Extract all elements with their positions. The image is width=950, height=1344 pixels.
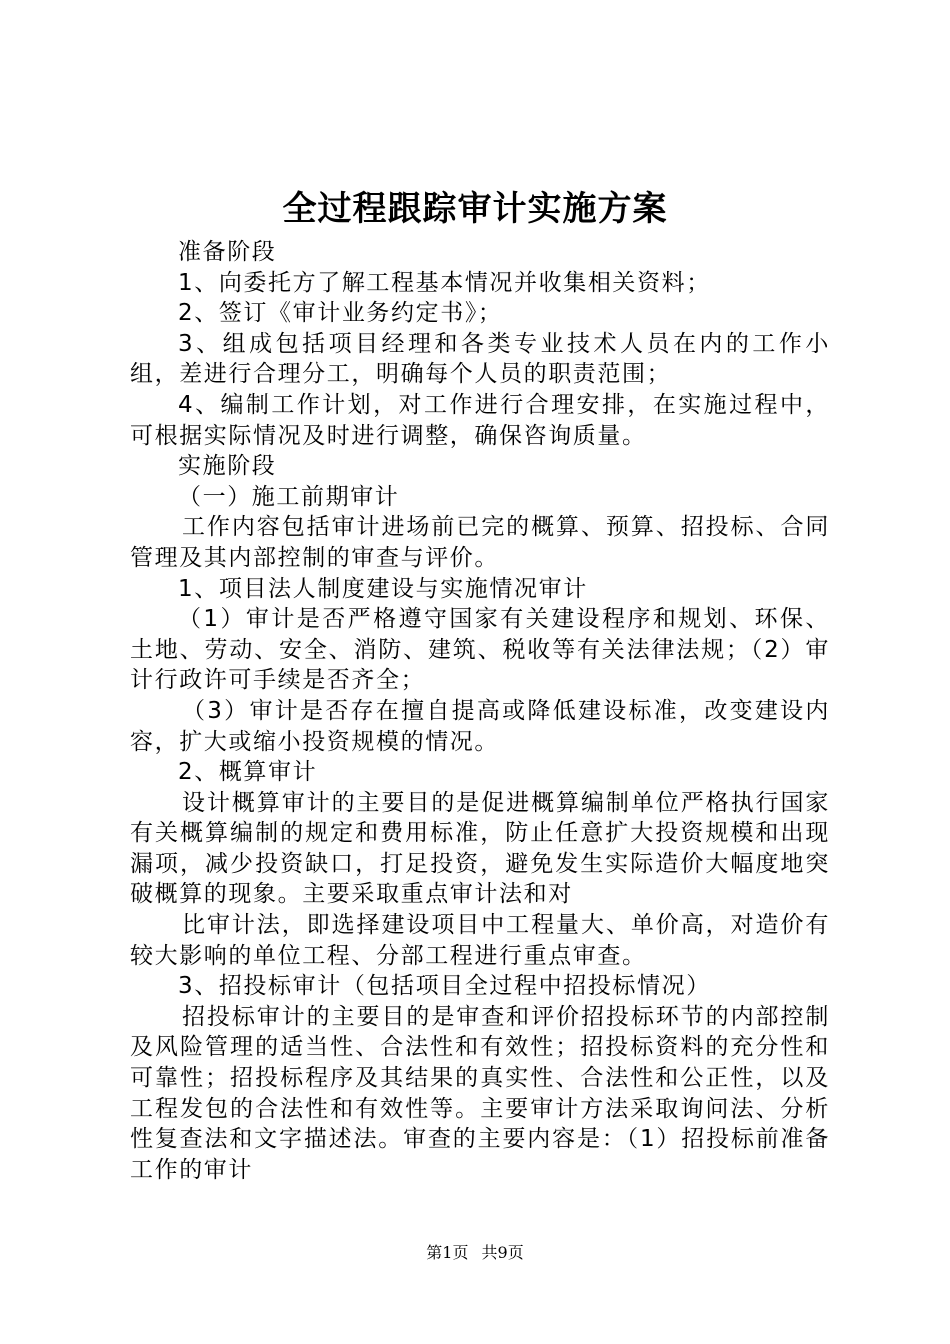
- paragraph-prep-stage: 准备阶段: [178, 239, 277, 265]
- paragraph-tender-audit: 3、招投标审计（包括项目全过程中招投标情况）: [178, 973, 711, 1000]
- paragraph-tender-audit-purpose: 招投标审计的主要目的是审查和评价招投标环节的内部控制及风险管理的适当性、合法性和有效性；招投标资料的充分性和可靠性；招投标程序及其结果的真实性、合法性和公正性，以及工程发包的合法性和有效性等。主要审计方法采取询问法、分析性复查法和文字描述法。审查的主要内容是：（1）招投标前准备工作的审计: [130, 1003, 830, 1183]
- document-body: [130, 237, 830, 1185]
- paragraph-comparison-audit: 比审计法，即选择建设项目中工程量大、单价高，对造价有较大影响的单位工程、分部工程进行重点审查。: [130, 912, 830, 969]
- paragraph-budget-audit: 2、概算审计: [178, 759, 318, 786]
- paragraph-item-2: 2、签订《审计业务约定书》；: [178, 300, 503, 327]
- paragraph-pre-construction-audit: （一）施工前期审计: [178, 483, 400, 510]
- page-number-total: 共9页: [481, 1243, 524, 1262]
- page-number-current: 第1页: [426, 1243, 469, 1262]
- document-title: 全过程跟踪审计实施方案: [282, 189, 668, 229]
- paragraph-legal-person-audit: 1、项目法人制度建设与实施情况审计: [178, 575, 588, 602]
- paragraph-impl-stage: 实施阶段: [178, 453, 277, 480]
- paragraph-item-4: 4、编制工作计划，对工作进行合理安排，在实施过程中，可根据实际情况及时进行调整，确保咨询质量。: [130, 391, 830, 449]
- paragraph-item-3: 3、组成包括项目经理和各类专业技术人员在内的工作小组，差进行合理分工，明确每个人员的职责范围；: [130, 330, 830, 388]
- paragraph-item-1: 1、向委托方了解工程基本情况并收集相关资料；: [178, 269, 711, 296]
- paragraph-budget-audit-purpose: 设计概算审计的主要目的是促进概算编制单位严格执行国家有关概算编制的规定和费用标准，防止任意扩大投资规模和出现漏项，减少投资缺口，打足投资，避免发生实际造价大幅度地突破概算的现象。主要采取重点审计法和对: [130, 789, 830, 908]
- page-footer: [0, 1242, 950, 1264]
- paragraph-audit-standards: （3）审计是否存在擅自提高或降低建设标准，改变建设内容，扩大或缩小投资规模的情况。: [130, 697, 830, 755]
- paragraph-audit-compliance: （1）审计是否严格遵守国家有关建设程序和规划、环保、土地、劳动、安全、消防、建筑、税收等有关法律法规；（2）审计行政许可手续是否齐全；: [130, 606, 830, 694]
- paragraph-work-content: 工作内容包括审计进场前已完的概算、预算、招投标、合同管理及其内部控制的审查与评价。: [130, 514, 830, 571]
